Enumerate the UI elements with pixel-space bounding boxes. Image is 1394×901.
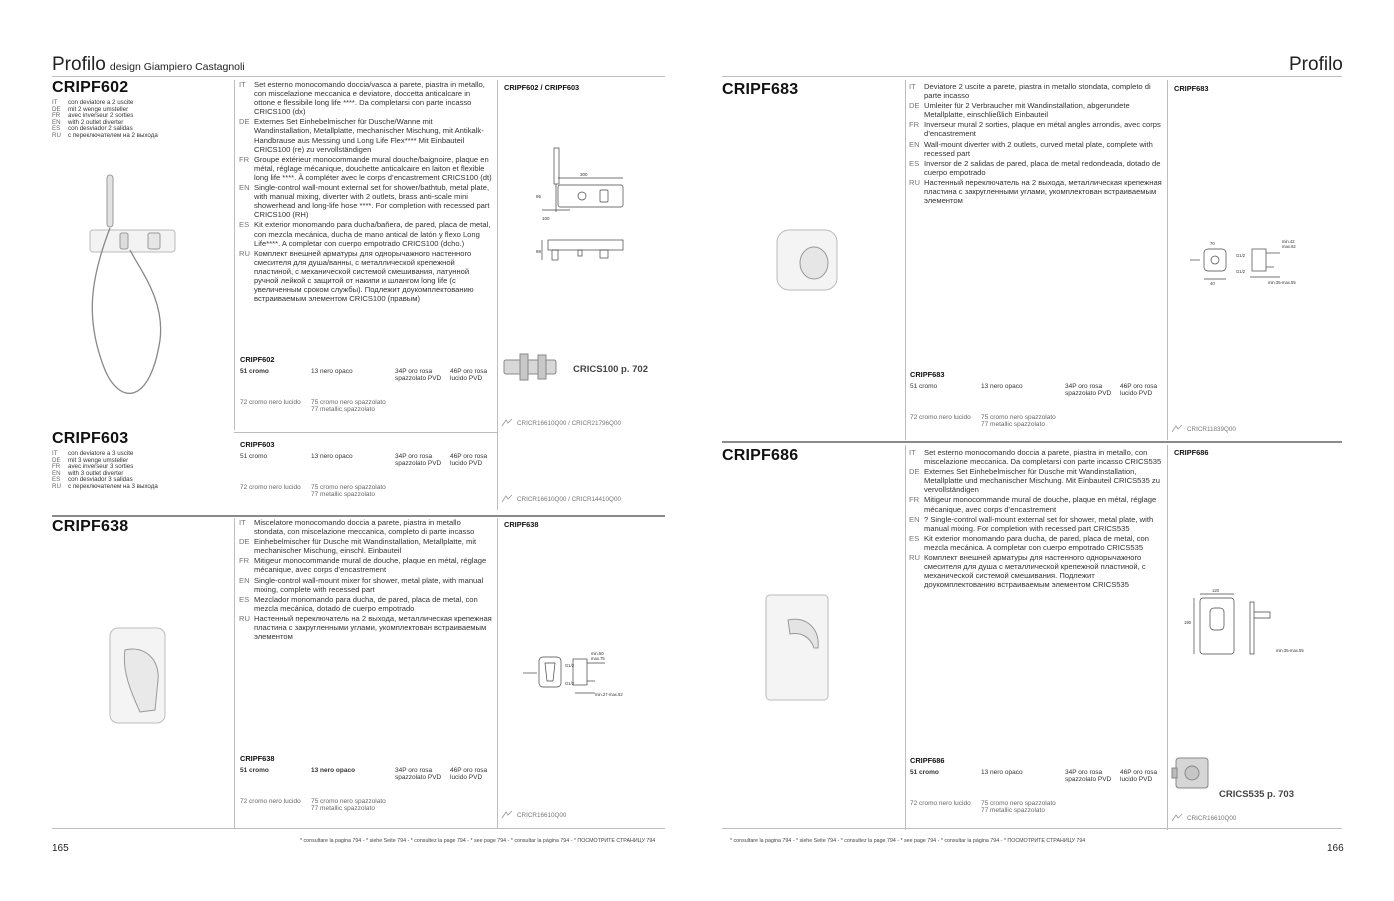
language-code: EN: [52, 118, 61, 126]
finish-option: 72 cromo nero lucido: [240, 399, 301, 406]
footer-note: * consultare la pagina 794 - * siehe Seite 794 - * consultez la page 794 - * see page 794 - * consultar la página 794 - * ПОСМОТРИТЕ СТРАНИЦУ 794: [730, 838, 1086, 844]
language-code: FR: [52, 463, 61, 471]
technical-drawing: [530, 140, 630, 270]
finish-option: 75 cromo nero spazzolato: [981, 414, 1056, 421]
language-row: [239, 556, 492, 574]
product-code: CRIPF683: [722, 81, 799, 98]
product-code: CRIPF603: [52, 430, 129, 447]
finish-table: [240, 368, 495, 418]
language-text: с переключателем на 2 выхода: [68, 131, 158, 139]
language-text: con desviador 2 salidas: [68, 125, 133, 133]
finish-option: 75 cromo nero spazzolato: [311, 399, 386, 406]
language-text: Externes Set Einhebelmischer für Dusche/Wanne mit Wandinstallation, Metallplatte, mechanischer Mischung, mit Antikalk-Handbrause aus Messing und Long Life Flex**** Mit Einbauteil CRICS100 (re) zu vervollständigen: [254, 117, 484, 154]
variant-list: [52, 100, 232, 140]
header-rule: [52, 76, 665, 77]
finish-option: 75 cromo nero spazzolato: [311, 798, 386, 805]
finish-option: 77 metallic spazzolato: [311, 491, 375, 498]
product-image-mixer-686: [760, 590, 840, 705]
dim-label: G1/2: [565, 681, 575, 686]
column-divider: [1167, 80, 1168, 440]
finish-option: spazzolato PVD: [1065, 776, 1112, 783]
spare-part-codes: [1170, 424, 1236, 434]
column-divider: [497, 518, 498, 828]
page-header-right: Profilo: [1289, 54, 1343, 75]
finish-option: 77 metallic spazzolato: [981, 807, 1045, 814]
finish-option: lucido PVD: [450, 375, 483, 382]
column-divider: [905, 445, 906, 830]
language-text: Deviatore 2 uscite a parete, piastra in metallo stondata, completo di parte incasso: [924, 82, 1151, 101]
language-code: RU: [239, 613, 250, 623]
spare-part-code: CRICR16610Q00 / CRICR21796Q00: [517, 419, 621, 427]
language-row: [239, 183, 492, 219]
finish-option: 34P oro rosa: [395, 368, 433, 375]
product-code: CRIPF602: [52, 79, 129, 96]
dim-label: G1/2: [1236, 269, 1246, 274]
spare-part-code: CRICR11839Q00: [1187, 425, 1236, 433]
language-text: with 2 outlet diverter: [68, 118, 124, 126]
language-code: RU: [909, 177, 920, 187]
language-text: Kit exterior monomando para ducha, de pared, placa de metal, con mezcla mecánica. A completar con cuerpo empotrado CRICS535: [924, 533, 1149, 552]
dim-label: min.42: [1282, 239, 1295, 244]
language-row: [909, 515, 1164, 533]
language-code: ES: [909, 533, 920, 543]
language-text: Mezclador monomando para ducha, de pared, placa de metal, con mezcla mecánica, dotado de cuerpo empotrado: [254, 594, 478, 613]
language-row: [239, 117, 492, 153]
language-text: Set esterno monocomando doccia a parete, piastra in metallo, con miscelazione meccanica. Da completarsi con parte incasso CRICS535: [924, 448, 1162, 467]
dim-label: min.50: [591, 651, 604, 656]
language-text: Настенный переключатель на 2 выхода, металлическая крепежная пластина с закругленными углами, укомплектован встраиваемым элементом: [924, 177, 1162, 206]
language-text: mit 2 wenge umsteller: [68, 105, 129, 113]
product-description: [909, 448, 1164, 590]
dim-label: max.75: [591, 656, 605, 661]
product-description: [909, 82, 1164, 206]
dim-label: 95: [536, 194, 542, 199]
finish-option: 13 nero opaco: [311, 453, 353, 460]
language-text: Inverseur mural 2 sorties, plaque en métal angles arrondis, avec corps d’encastrement: [924, 120, 1161, 139]
finish-option: 13 nero opaco: [311, 767, 356, 774]
finish-title: CRIPF638: [240, 754, 275, 763]
finish-option: lucido PVD: [1120, 390, 1153, 397]
language-code: EN: [239, 183, 250, 193]
drawing-title: CRIPF686: [1174, 448, 1209, 457]
language-code: FR: [239, 154, 250, 164]
spare-part-icon: [1170, 424, 1184, 434]
finish-table: [240, 767, 495, 817]
language-text: ? Single-control wall-mount external set for shower, metal plate, with manual mixing. For completion with recessed part CRICS535: [924, 514, 1154, 533]
spare-part-icon: [1170, 813, 1184, 823]
spare-part-icon: [500, 418, 514, 428]
language-code: FR: [239, 556, 250, 566]
language-text: mit 3 wenge umsteller: [68, 456, 129, 464]
language-code: EN: [909, 139, 920, 149]
recessed-part-reference: CRICS535 p. 703: [1219, 789, 1294, 800]
language-text: avec inverseur 3 sorties: [68, 463, 134, 471]
dim-label: 120: [1212, 588, 1219, 593]
language-row: [239, 518, 492, 536]
language-row: [909, 467, 1164, 494]
finish-option: 75 cromo nero spazzolato: [981, 800, 1056, 807]
finish-option: lucido PVD: [450, 774, 483, 781]
finish-option: 72 cromo nero lucido: [910, 800, 971, 807]
finish-option: 72 cromo nero lucido: [910, 414, 971, 421]
language-text: Mitigeur monocommande mural de douche, plaque en métal, réglage mécanique, avec corps d’encastrement: [924, 495, 1157, 514]
finish-table: [910, 769, 1165, 819]
language-text: avec inverseur 2 sorties: [68, 112, 134, 120]
product-image-mixer: [100, 620, 180, 730]
dim-label: 40: [1210, 281, 1215, 286]
product-code: CRIPF638: [52, 518, 129, 535]
column-divider: [234, 518, 235, 828]
language-row: [909, 140, 1164, 158]
language-code: FR: [909, 120, 920, 130]
finish-option: 46P oro rosa: [450, 453, 488, 460]
language-code: IT: [52, 99, 58, 106]
spare-part-code: CRICR16610Q00: [1187, 814, 1237, 822]
spare-part-code: CRICR16610Q00 / CRICR14410Q00: [517, 495, 621, 503]
finish-option: 72 cromo nero lucido: [240, 798, 301, 805]
language-row: [239, 249, 492, 304]
finish-option: 75 cromo nero spazzolato: [311, 484, 386, 491]
language-code: IT: [909, 82, 916, 91]
language-text: con deviatore a 3 uscite: [68, 450, 134, 457]
language-row: [52, 484, 232, 491]
finish-option: spazzolato PVD: [395, 460, 442, 467]
language-code: ES: [52, 476, 61, 484]
finish-option: 13 nero opaco: [981, 769, 1023, 776]
language-text: con deviatore a 2 uscite: [68, 99, 134, 106]
language-text: Single-control wall-mount mixer for shower, metal plate, with manual mixing, complete with recessed part: [254, 575, 484, 594]
finish-option: lucido PVD: [450, 460, 483, 467]
language-code: DE: [909, 101, 920, 111]
spare-part-codes: [500, 418, 621, 428]
language-row: [909, 178, 1164, 205]
language-code: ES: [52, 125, 61, 133]
drawing-title: CRIPF602 / CRIPF603: [504, 83, 580, 92]
language-code: DE: [909, 467, 920, 477]
dim-label: 300: [580, 172, 588, 177]
finish-option: 46P oro rosa: [1120, 769, 1158, 776]
language-code: RU: [239, 248, 250, 258]
finish-option: 51 cromo: [240, 453, 268, 460]
language-code: DE: [52, 105, 61, 113]
spare-part-codes: [1170, 813, 1236, 823]
language-code: FR: [52, 112, 61, 120]
language-row: [239, 155, 492, 182]
finish-option: 77 metallic spazzolato: [981, 421, 1045, 428]
language-row: [909, 101, 1164, 119]
finish-title: CRIPF603: [240, 440, 275, 449]
drawing-title: CRIPF638: [504, 520, 539, 529]
language-code: IT: [239, 518, 246, 527]
language-text: with 3 outlet diverter: [68, 469, 124, 477]
language-text: Настенный переключатель на 2 выхода, металлическая крепежная пластина с закругленными углами, укомплектован встраиваемым элементом: [254, 613, 492, 642]
recessed-part-image: [1170, 750, 1215, 795]
language-row: [52, 133, 232, 140]
language-text: с переключателем на 3 выхода: [68, 482, 158, 490]
finish-option: 51 cromo: [910, 383, 938, 390]
language-text: Umleiter für 2 Verbraucher mit Wandinstallation, abgerundete Metallplatte, einschließlich Einbauteil: [924, 101, 1130, 120]
page-header-left: [52, 54, 245, 76]
footer-note: * consultare la pagina 794 - * siehe Seite 794 - * consultez la page 794 - * see page 794 - * consultar la página 794 - * ПОСМОТРИТЕ СТРАНИЦУ 794: [300, 838, 656, 844]
finish-option: 13 nero opaco: [981, 383, 1023, 390]
product-code: CRIPF686: [722, 447, 799, 464]
dim-label: min.27-max.52: [595, 692, 623, 697]
finish-option: spazzolato PVD: [1065, 390, 1112, 397]
recessed-part-image: [500, 350, 565, 385]
language-row: [239, 614, 492, 641]
variant-list: [52, 451, 232, 491]
language-row: [909, 534, 1164, 552]
dim-label: G1/2: [565, 663, 575, 668]
header-designer: design Giampiero Castagnoli: [109, 61, 245, 73]
dim-label: G1/2: [1236, 253, 1246, 258]
header-title: Profilo: [52, 54, 106, 75]
spare-part-codes: [500, 494, 621, 504]
column-divider: [497, 80, 498, 510]
finish-option: 51 cromo: [240, 368, 269, 375]
finish-option: 46P oro rosa: [450, 368, 488, 375]
section-rule: [234, 432, 497, 433]
column-divider: [905, 80, 906, 440]
finish-option: 77 metallic spazzolato: [311, 406, 375, 413]
language-row: [909, 159, 1164, 177]
product-description: [239, 80, 492, 304]
product-image-shower-set: [70, 170, 190, 410]
language-code: RU: [52, 482, 61, 490]
spare-part-icon: [500, 810, 514, 820]
finish-option: spazzolato PVD: [395, 774, 442, 781]
language-code: IT: [239, 80, 246, 89]
language-text: Kit exterior monomando para ducha/bañera, de pared, placa de metal, con mezcla mecánica, ducha de mano antical de latón y flexo Long Life****. A completar con cuerpo empotrado CRICS100 (dcho.): [254, 220, 491, 248]
language-text: Single-control wall-mount external set for shower/bathtub, metal plate, with manual mixing, diverter with 2 outlets, brass anti-scale mini showerhead and long-life hose ****. For completion with recessed part CRICS100 (RH): [254, 183, 490, 220]
finish-option: lucido PVD: [1120, 776, 1153, 783]
footer-rule: [722, 828, 1342, 829]
header-rule: [722, 76, 1342, 77]
language-row: [909, 82, 1164, 100]
section-rule: [722, 441, 1342, 443]
language-row: [909, 553, 1164, 589]
finish-title: CRIPF602: [240, 355, 275, 364]
product-description: [239, 518, 492, 642]
dim-label: 70: [1210, 241, 1215, 246]
language-row: [239, 220, 492, 247]
recessed-part-reference: CRICS100 p. 702: [573, 364, 648, 375]
section-rule: [52, 515, 665, 517]
language-text: Groupe extérieur monocommande mural douche/baignoire, plaque en métal, réglage mécanique, douchette anticalcaire en laiton et flexible long life ****. À compléter avec le corps d’encastrement CRICS100 (dt): [254, 154, 492, 182]
finish-option: 34P oro rosa: [395, 767, 433, 774]
language-code: IT: [52, 450, 58, 457]
dim-label: 100: [542, 216, 550, 221]
language-text: Miscelatore monocomando doccia a parete, piastra in metallo stondata, con miscelazione meccanica, completo di parte incasso: [254, 518, 475, 537]
finish-option: 51 cromo: [240, 767, 269, 774]
column-divider: [1167, 445, 1168, 830]
product-image-diverter: [772, 225, 842, 295]
language-row: [239, 595, 492, 613]
language-code: RU: [52, 131, 61, 139]
dim-label: max.62: [1282, 244, 1296, 249]
language-code: ES: [909, 158, 920, 168]
page-number: 165: [52, 843, 69, 854]
dim-label: 190: [1184, 620, 1191, 625]
drawing-title: CRIPF683: [1174, 84, 1209, 93]
column-divider: [234, 80, 235, 430]
language-row: [239, 80, 492, 116]
language-code: DE: [52, 456, 61, 464]
spare-part-icon: [500, 494, 514, 504]
language-code: IT: [909, 448, 916, 457]
finish-option: 46P oro rosa: [1120, 383, 1158, 390]
technical-drawing: [1180, 588, 1320, 658]
finish-option: spazzolato PVD: [395, 375, 442, 382]
language-row: [909, 448, 1164, 466]
language-text: Einhebelmischer für Dusche mit Wandinstallation, Metallplatte, mit mechanischer Mischung, einschl. Einbauteil: [254, 537, 477, 556]
finish-option: 34P oro rosa: [1065, 383, 1103, 390]
language-text: Inversor de 2 salidas de pared, placa de metal redondeada, dotado de cuerpo empotrado: [924, 158, 1161, 177]
language-code: RU: [909, 553, 920, 563]
finish-option: 46P oro rosa: [450, 767, 488, 774]
finish-table: [240, 453, 495, 503]
language-code: DE: [239, 537, 250, 547]
finish-option: 51 cromo: [910, 769, 939, 776]
language-code: ES: [239, 220, 250, 230]
language-row: [909, 120, 1164, 138]
spare-part-code: CRICR16610Q00: [517, 811, 567, 819]
finish-option: 34P oro rosa: [395, 453, 433, 460]
language-text: Комплект внешней арматуры для однорычажного настенного смесителя для душа/ванны, с металлической крепежной пластиной, с механической системой смешивания, латунной ручной лейкой с защитой от накипи и шлангом long life (с увеличенным сроком службы). Подлежит доукомплектованию встраиваемым элементом CRICS100 (правым): [254, 248, 474, 304]
language-text: con desviador 3 salidas: [68, 476, 133, 484]
language-row: [239, 576, 492, 594]
language-code: EN: [239, 575, 250, 585]
language-code: FR: [909, 495, 920, 505]
language-code: EN: [52, 469, 61, 477]
language-text: Externes Set Einhebelmischer für Dusche mit Wandinstallation, Metallplatte und mechanischer Mischung. Mit Einbauteil CRICS535 zu vervollständigen: [924, 467, 1160, 495]
language-text: Set esterno monocomando doccia/vasca a parete, piastra in metallo, con miscelazione meccanica e deviatore, doccetta anticalcare in ottone e flessibile long life ****. Da completarsi con parte incasso CRICS100 (dx): [254, 80, 485, 117]
page-number: 166: [1327, 843, 1344, 854]
language-text: Mitigeur monocommande mural de douche, plaque en métal, réglage mécanique, avec corps d’encastrement: [254, 556, 487, 575]
finish-option: 77 metallic spazzolato: [311, 805, 375, 812]
language-code: ES: [239, 594, 250, 604]
footer-rule: [52, 828, 665, 829]
language-row: [239, 537, 492, 555]
spare-part-codes: [500, 810, 566, 820]
language-text: Wall-mount diverter with 2 outlets, curved metal plate, complete with recessed part: [924, 139, 1153, 158]
language-code: DE: [239, 117, 250, 127]
dim-label: 88: [536, 249, 542, 254]
language-code: EN: [909, 514, 920, 524]
language-row: [909, 495, 1164, 513]
finish-title: CRIPF683: [910, 370, 945, 379]
language-text: Комплект внешней арматуры для настенного однорычажного смесителя для душа с металлической крепежной пластиной, с механической системой смешивания. Подлежит доукомплектованию встраиваемым элементом CRICS535: [924, 553, 1146, 590]
technical-drawing: [515, 645, 635, 705]
finish-table: [910, 383, 1165, 433]
finish-option: 13 nero opaco: [311, 368, 353, 375]
finish-option: 72 cromo nero lucido: [240, 484, 301, 491]
finish-title: CRIPF686: [910, 756, 945, 765]
dim-label: min.35-max.55: [1268, 280, 1296, 285]
dim-label: min.35-max.55: [1276, 648, 1304, 653]
finish-option: 34P oro rosa: [1065, 769, 1103, 776]
technical-drawing: [1190, 235, 1320, 290]
